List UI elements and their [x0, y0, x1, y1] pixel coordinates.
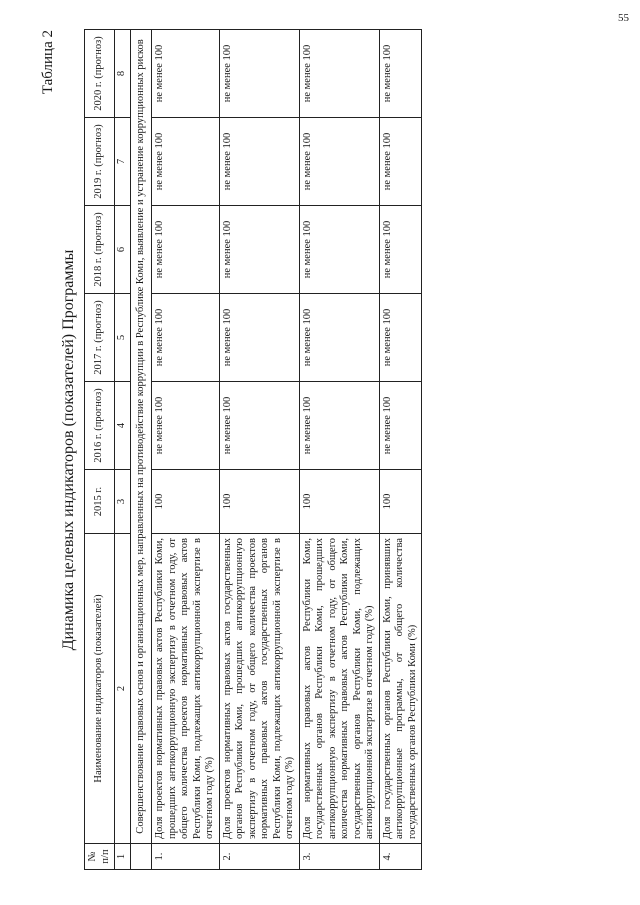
indicator-name: Доля проектов нормативных правовых актов государственных органов Республики Коми, прошедших антикоррупционную экспертизу в отчетном году, от общего количества проектов нормативных правовых актов государственных органов Республики Коми, подлежащих антикоррупционной экспертизе в отчетном году (%): [219, 534, 299, 844]
header-2018: 2018 г. (прогноз): [85, 206, 115, 294]
header-2017: 2017 г. (прогноз): [85, 294, 115, 382]
column-number: 6: [115, 206, 131, 294]
header-num: № п/п: [85, 844, 115, 870]
table-tag: Таблица 2: [40, 30, 56, 95]
table-row: [299, 30, 379, 870]
header-2015: 2015 г.: [85, 470, 115, 534]
value-2020: не менее 100: [299, 30, 379, 118]
value-2017: не менее 100: [379, 294, 422, 382]
row-number: 3.: [299, 844, 379, 870]
section-row: [130, 30, 152, 870]
value-2019: не менее 100: [219, 118, 299, 206]
row-number: 4.: [379, 844, 422, 870]
column-number-row: [115, 30, 131, 870]
value-2016: не менее 100: [379, 382, 422, 470]
header-2019: 2019 г. (прогноз): [85, 118, 115, 206]
indicators-table: [84, 29, 422, 870]
value-2019: не менее 100: [152, 118, 220, 206]
column-number: 4: [115, 382, 131, 470]
value-2017: не менее 100: [219, 294, 299, 382]
header-name: Наименование индикаторов (показателей): [85, 534, 115, 844]
value-2018: не менее 100: [219, 206, 299, 294]
header-2016: 2016 г. (прогноз): [85, 382, 115, 470]
value-2016: не менее 100: [152, 382, 220, 470]
value-2020: не менее 100: [152, 30, 220, 118]
value-2016: не менее 100: [299, 382, 379, 470]
column-number: 3: [115, 470, 131, 534]
value-2015: 100: [219, 470, 299, 534]
header-2020: 2020 г. (прогноз): [85, 30, 115, 118]
value-2019: не менее 100: [379, 118, 422, 206]
value-2018: не менее 100: [152, 206, 220, 294]
indicator-name: Доля нормативных правовых актов Республики Коми, государственных органов Республики Коми, прошедших антикоррупционную экспертизу в отчетном году, от общего количества нормативных правовых актов Республики Коми, государственных органов Республики Коми, подлежащих антикоррупционной экспертизе в отчетном году (%): [299, 534, 379, 844]
value-2015: 100: [152, 470, 220, 534]
value-2018: не менее 100: [299, 206, 379, 294]
table-row: [219, 30, 299, 870]
page-title: Динамика целевых индикаторов (показателей) Программы: [60, 249, 77, 651]
value-2017: не менее 100: [152, 294, 220, 382]
indicator-name: Доля проектов нормативных правовых актов Республики Коми, прошедших антикоррупционную экспертизу в отчетном году, от общего количества проектов нормативных правовых актов Республики Коми, подлежащих антикоррупционной экспертизе в отчетном году (%): [152, 534, 220, 844]
rotated-page: [40, 30, 600, 870]
indicator-name: Доля государственных органов Республики Коми, принявших антикоррупционные программы, от общего количества государственных органов Республики Коми (%): [379, 534, 422, 844]
column-number: 2: [115, 534, 131, 844]
value-2017: не менее 100: [299, 294, 379, 382]
table-row: [379, 30, 422, 870]
value-2015: 100: [379, 470, 422, 534]
value-2015: 100: [299, 470, 379, 534]
value-2016: не менее 100: [219, 382, 299, 470]
value-2020: не менее 100: [219, 30, 299, 118]
table-row: [152, 30, 220, 870]
row-number: 2.: [219, 844, 299, 870]
column-number: 7: [115, 118, 131, 206]
column-number: 1: [115, 844, 131, 870]
value-2018: не менее 100: [379, 206, 422, 294]
page-number: 55: [618, 12, 629, 24]
column-number: 8: [115, 30, 131, 118]
value-2019: не менее 100: [299, 118, 379, 206]
value-2020: не менее 100: [379, 30, 422, 118]
column-number: 5: [115, 294, 131, 382]
row-number: 1.: [152, 844, 220, 870]
section-title: Совершенствование правовых основ и организационных мер, направленных на противодействие коррупции в Республике Коми, выявление и устранение коррупционных рисков: [130, 30, 152, 844]
header-row: [85, 30, 115, 870]
